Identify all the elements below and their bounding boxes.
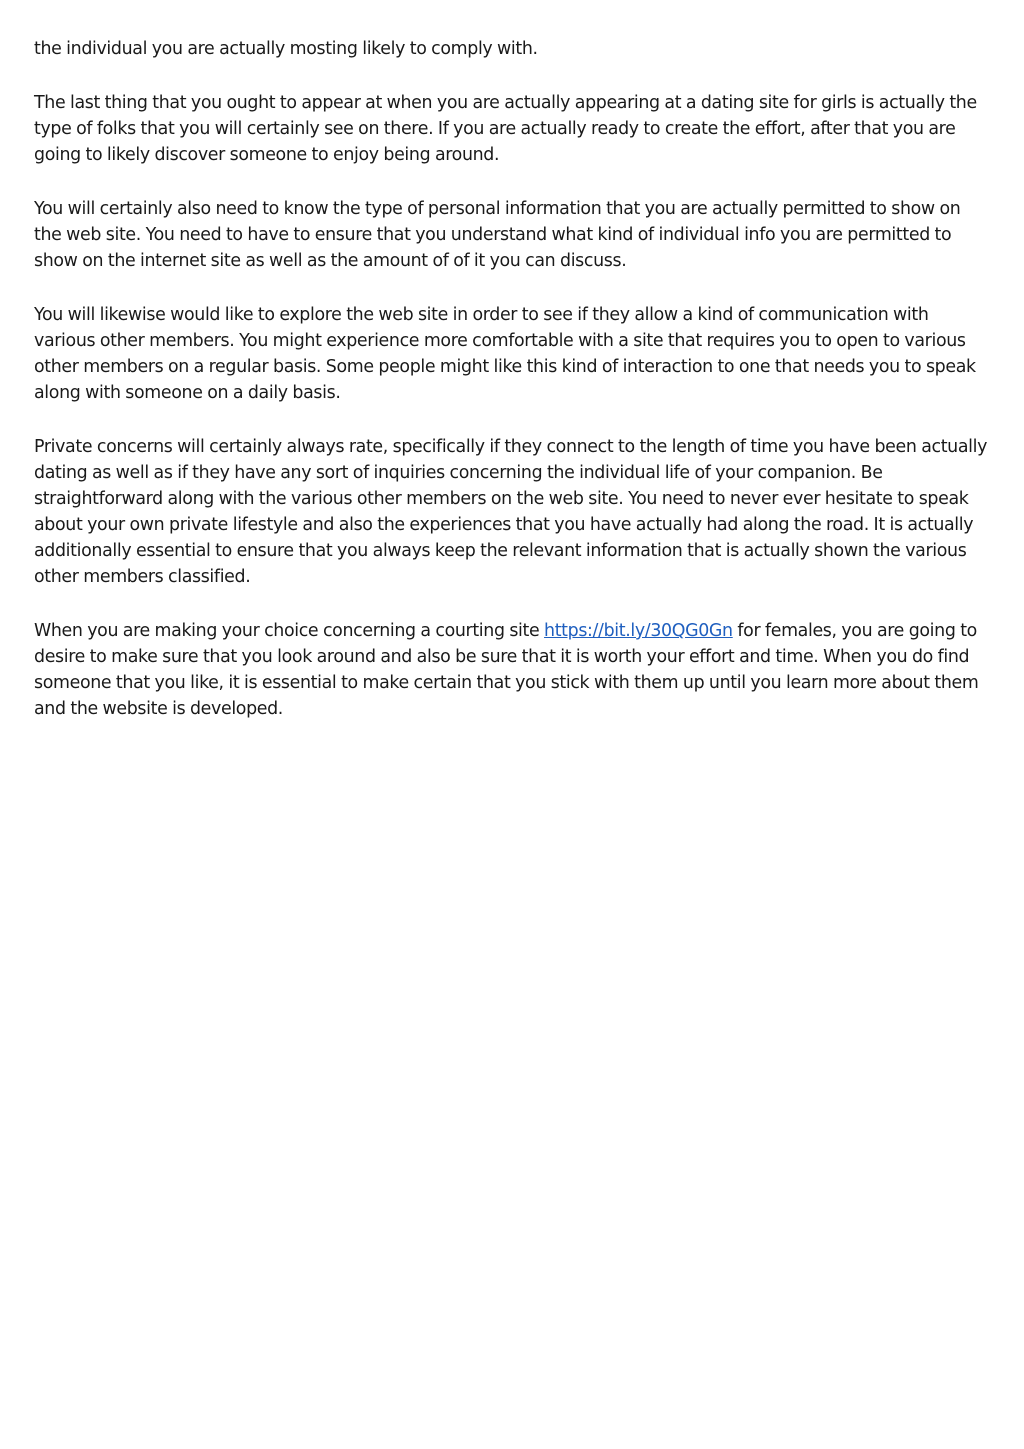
paragraph-1: the individual you are actually mosting likely to comply with. xyxy=(34,39,538,59)
paragraph-2: The last thing that you ought to appear at when you are actually appearing at a dating site for girls is actually the type of folks that you will certainly see on there. If you are actually ready to create the effort, after that you are going to likely discover someone to enjoy being around. xyxy=(34,93,977,165)
document-body xyxy=(34,36,992,750)
paragraph-4: You will likewise would like to explore the web site in order to see if they allow a kind of communication with various other members. You might experience more comfortable with a site that requires you to open to various other members on a regular basis. Some people might like this kind of interaction to one that needs you to speak along with someone on a daily basis. xyxy=(34,305,976,403)
paragraph-3: You will certainly also need to know the type of personal information that you are actually permitted to show on the web site. You need to have to ensure that you understand what kind of individual info you are permitted to show on the internet site as well as the amount of of it you can discuss. xyxy=(34,199,961,271)
paragraph-6-text-start: When you are making your choice concerning a courting site xyxy=(34,621,545,641)
paragraph-6-text-end: for females, you are going to desire to make sure that you look around and also be sure that it is worth your effort and time. When you do find someone that you like, it is essential to make certain that you stick with them up until you learn more about them and the website is developed. xyxy=(34,621,979,719)
paragraph-5: Private concerns will certainly always rate, specifically if they connect to the length of time you have been actually dating as well as if they have any sort of inquiries concerning the individual life of your companion. Be straightforward along with the various other members on the web site. You need to never ever hesitate to speak about your own private lifestyle and also the experiences that you have actually had along the road. It is actually additionally essential to ensure that you always keep the relevant information that is actually shown the various other members classified. xyxy=(34,437,988,587)
courting-site-link[interactable]: https://bit.ly/30QG0Gn xyxy=(544,621,733,641)
paragraph-6 xyxy=(34,618,992,722)
